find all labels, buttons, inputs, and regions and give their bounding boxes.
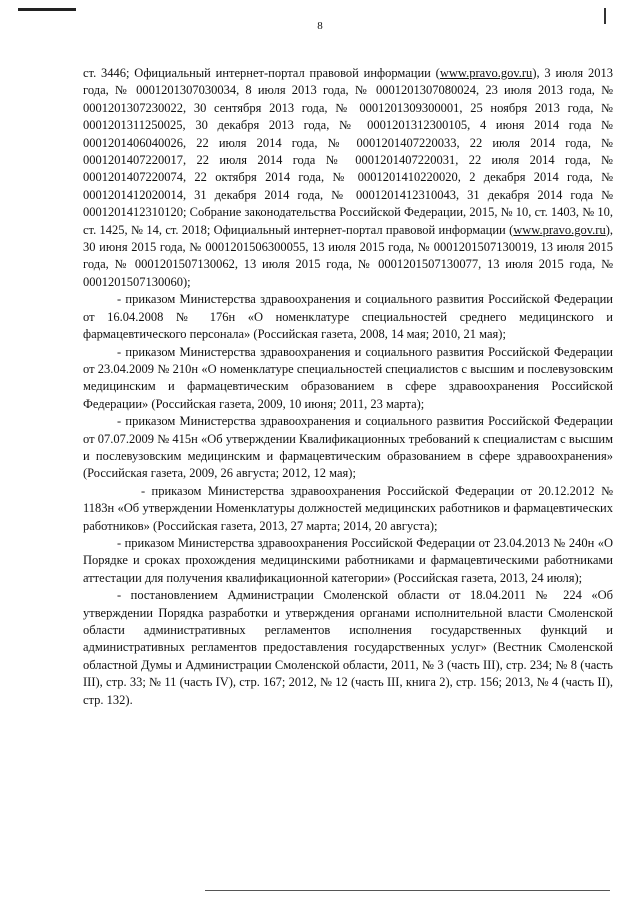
paragraph-text: ст. 3446; Официальный интернет-портал правовой информации ( xyxy=(83,66,440,80)
page-number: 8 xyxy=(317,20,323,32)
paragraph-citation-continuation xyxy=(83,65,613,291)
paragraph-order-240n: - приказом Министерства здравоохранения Российской Федерации от 23.04.2013 № 240н «О Порядке и сроках прохождения медицинскими работниками и фармацевтическими работниками аттестации для получения квалификационной категории» (Российская газета, 2013, 24 июля); xyxy=(83,535,613,585)
scan-artifact-bottom xyxy=(205,890,610,891)
paragraph-order-1183n: - приказом Министерства здравоохранения Российской Федерации от 20.12.2012 № 1183н «Об утверждении Номенклатуры должностей медицинских работников и фармацевтических работников» (Российская газета, 2013, 27 марта; 2014, 20 августа); xyxy=(83,483,613,533)
paragraph-text: ), 30 июня 2015 года, № 0001201506300055, 13 июля 2015 года, № 0001201507130019, 13 июля 2015 года, № 0001201507130062, 13 июля 2015 года, № 0001201507130077, 13 июля 2015 года, № 0001201507130060); xyxy=(83,222,613,289)
pravo-link[interactable]: www.pravo.gov.ru xyxy=(439,66,533,80)
pravo-link[interactable]: www.pravo.gov.ru xyxy=(513,222,606,237)
scan-artifact-top xyxy=(18,8,76,11)
paragraph-text: ), 3 июля 2013 года, № 0001201307030034, 8 июля 2013 года, № 0001201307080024, 23 июля 2013 года, № 0001201307230022, 30 сентября 2013 года, № 0001201309300001, 25 ноября 2013 года, № 0001201311250025, 30 декабря 2013 года, № 0001201312300105, 4 июня 2014 года № 0001201406040026, 22 июля 2014 года, № 0001201407220033, 22 июля 2014 года, № 0001201407220017, 22 июля 2014 года № 0001201407220031, 22 июля 2014 года, № 0001201407220074, 22 октября 2014 года, № 0001201410220020, 2 декабря 2014 года, № 0001201412020014, 31 декабря 2014 года, № 0001201412310043, 31 декабря 2014 года № 0001201412310120; Собрание законодательства Российской Федерации, 2015, № 10, ст. 1403, № 10, ст. 1425, № 14, ст. 2018; Официальный интернет-портал правовой информации ( xyxy=(83,66,613,237)
paragraph-resolution-224: - постановлением Администрации Смоленской области от 18.04.2011 № 224 «Об утверждении Порядка разработки и утверждения органами исполнительной власти Смоленской области административных регламентов исполнения государственных функций и административных регламентов предоставления государственных услуг» (Вестник Смоленской областной Думы и Администрации Смоленской области, 2011, № 3 (часть III), стр. 234; № 8 (часть III), стр. 33; № 11 (часть IV), стр. 167; 2012, № 12 (часть III, книга 2), стр. 156; 2013, № 4 (часть II), стр. 132). xyxy=(83,588,613,707)
paragraph-order-210n: - приказом Министерства здравоохранения и социального развития Российской Федерации от 23.04.2009 № 210н «О номенклатуре специальностей специалистов с высшим и послевузовским медицинским и фармацевтическим образованием в сфере здравоохранения Российской Федерации» (Российская газета, 2009, 10 июня; 2011, 23 марта); xyxy=(83,344,613,411)
document-body xyxy=(83,65,613,709)
paragraph-order-415n: - приказом Министерства здравоохранения и социального развития Российской Федерации от 07.07.2009 № 415н «Об утверждении Квалификационных требований к специалистам с высшим и послевузовским медицинским и фармацевтическим образованием в сфере здравоохранения» (Российская газета, 2009, 26 августа; 2012, 12 мая); xyxy=(83,414,613,481)
paragraph-order-176n: - приказом Министерства здравоохранения и социального развития Российской Федерации от 16.04.2008 № 176н «О номенклатуре специальностей среднего медицинского и фармацевтического персонала» (Российская газета, 2008, 14 мая; 2010, 21 мая); xyxy=(83,292,613,342)
